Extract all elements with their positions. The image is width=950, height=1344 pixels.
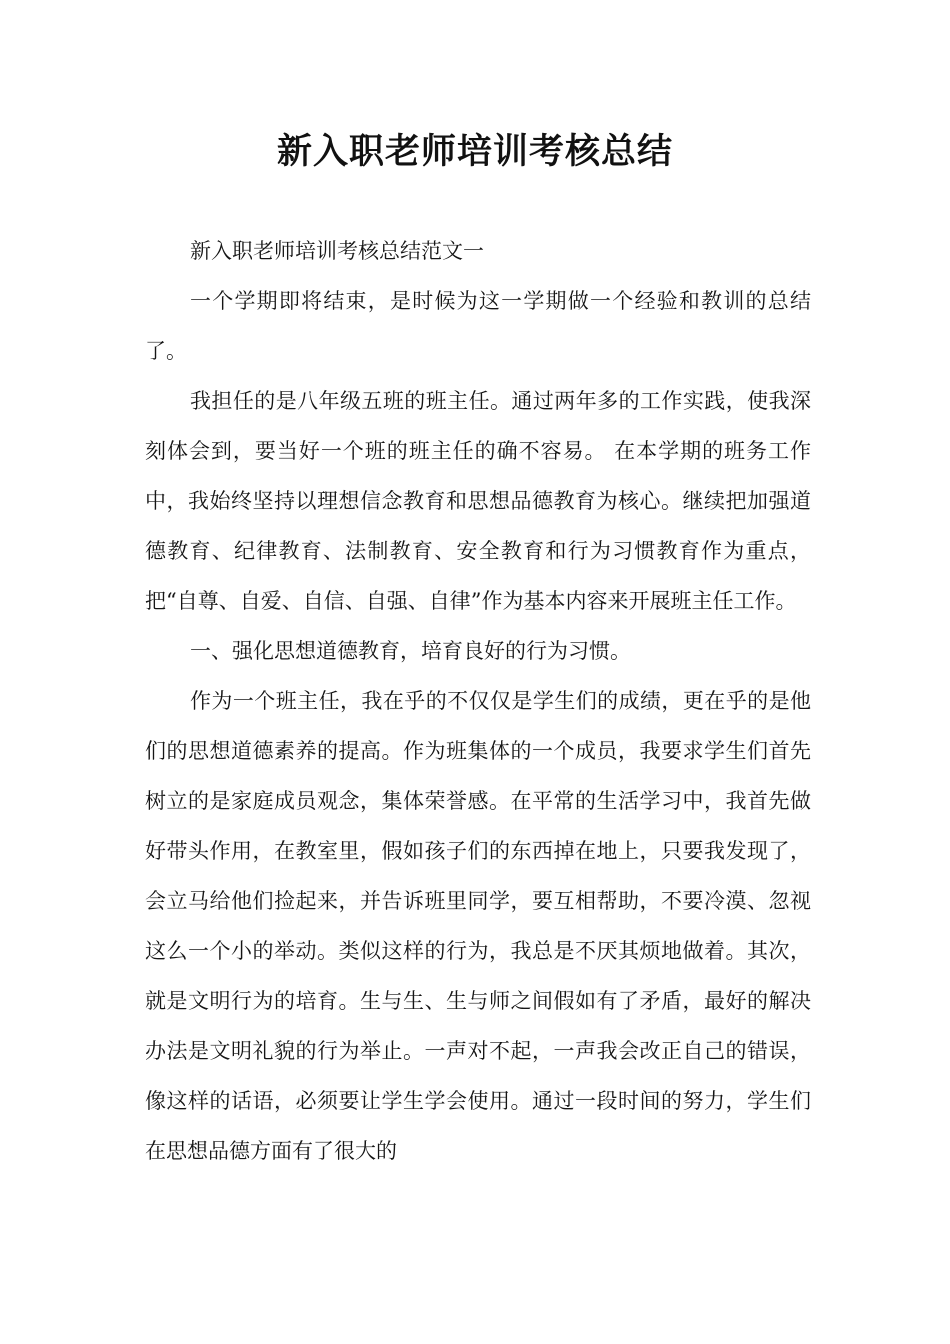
paragraph-role: 我担任的是八年级五班的班主任。通过两年多的工作实践，使我深刻体会到，要当好一个班的班主任的确不容易。 在本学期的班务工作中，我始终坚持以理想信念教育和思想品德教育为核心。继续把加强道德教育、纪律教育、法制教育、安全教育和行为习惯教育作为重点，把“自尊、自爱、自信、自强、自律”作为基本内容来开展班主任工作。 [145,389,811,613]
document-body [145,226,811,1176]
paragraph-subtitle: 新入职老师培训考核总结范文一 [190,239,484,263]
paragraph-intro: 一个学期即将结束，是时候为这一学期做一个经验和教训的总结了。 [145,289,811,363]
document-title: 新入职老师培训考核总结 [276,132,673,172]
paragraph-moral-education: 作为一个班主任，我在乎的不仅仅是学生们的成绩，更在乎的是他们的思想道德素养的提高。作为班集体的一个成员，我要求学生们首先树立的是家庭成员观念，集体荣誉感。在平常的生活学习中，我首先做好带头作用，在教室里，假如孩子们的东西掉在地上，只要我发现了，会立马给他们捡起来，并告诉班里同学，要互相帮助，不要冷漠、忽视这么一个小的举动。类似这样的行为，我总是不厌其烦地做着。其次，就是文明行为的培育。生与生、生与师之间假如有了矛盾，最好的解决办法是文明礼貌的行为举止。一声对不起，一声我会改正自己的错误，像这样的话语，必须要让学生学会使用。通过一段时间的努力，学生们在思想品德方面有了很大的 [145,689,811,1163]
section-heading: 一、强化思想道德教育，培育良好的行为习惯。 [190,639,631,663]
